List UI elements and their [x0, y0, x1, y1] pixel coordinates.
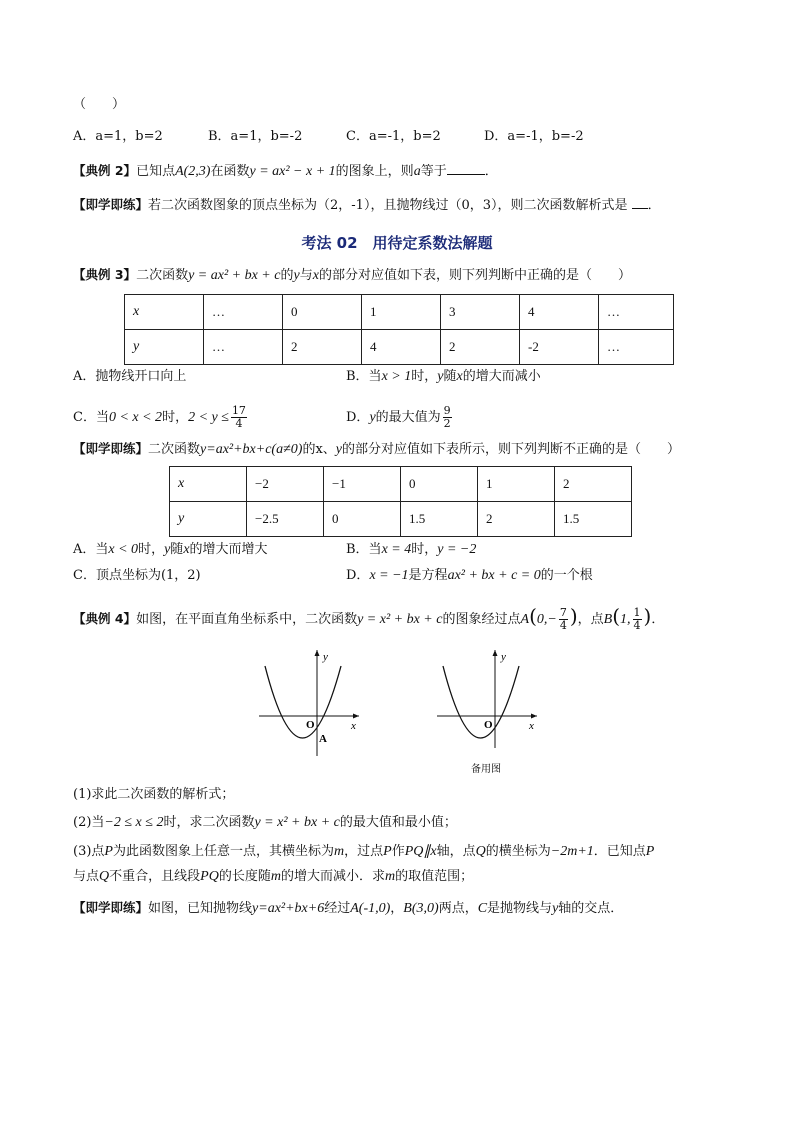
- option-c[interactable]: C．a=-1，b=2: [346, 129, 441, 144]
- point-a-label: A: [319, 733, 327, 745]
- table-cell: y: [170, 502, 247, 537]
- p2-option-c[interactable]: C．顶点坐标为(1，2): [73, 568, 201, 583]
- table-cell: 2: [283, 330, 362, 365]
- value-table-2: [169, 466, 632, 537]
- ex4-question-3-line2: 与点Q不重合，且线段PQ的长度随m的增大而减小．求m的取值范围；: [73, 869, 474, 884]
- origin-label: O: [306, 719, 315, 731]
- value-table-1: [124, 294, 674, 365]
- ex3-option-c[interactable]: C．当0 < x < 2时，2 < y ≤ $\frac{17}{4}$: [73, 404, 246, 430]
- example-3: 【典例 3】二次函数y = ax² + bx + c的y与x的部分对应值如下表，则下列判断中正确的是（ ）: [73, 267, 631, 283]
- x-axis-label: x: [351, 720, 356, 732]
- ex4-question-2: (2)当−2 ≤ x ≤ 2时，求二次函数y = x² + bx + c的最大值和最小值；: [73, 815, 457, 830]
- table-cell: y: [125, 330, 204, 365]
- ex3-option-d[interactable]: D．y的最大值为 $\frac{9}{2}$: [346, 404, 451, 430]
- answer-blank[interactable]: [632, 195, 648, 209]
- practice-tag: 【即学即练】: [73, 900, 149, 915]
- example-tag: 【典例 3】: [73, 267, 137, 282]
- table-cell: x: [170, 467, 247, 502]
- parabola-curve: [265, 666, 341, 738]
- answer-blank[interactable]: [447, 161, 485, 175]
- x-axis-label: x: [529, 720, 534, 732]
- practice-tag: 【即学即练】: [73, 197, 149, 212]
- option-a[interactable]: A．a=1，b=2: [73, 129, 163, 144]
- table-row: [125, 295, 674, 330]
- table-cell: 0: [401, 467, 478, 502]
- table-cell: 2: [478, 502, 555, 537]
- practice-tag: 【即学即练】: [73, 441, 149, 456]
- table-cell: −2: [247, 467, 324, 502]
- parabola-curve: [443, 666, 519, 738]
- table-cell: x: [125, 295, 204, 330]
- ex3-option-b[interactable]: B．当x > 1时，y随x的增大而减小: [346, 369, 541, 384]
- option-d[interactable]: D．a=-1，b=-2: [484, 129, 584, 144]
- practice-2: 【即学即练】二次函数y=ax²+bx+c(a≠0)的x、y的部分对应值如下表所示，则下列判断不正确的是（ ）: [73, 441, 681, 457]
- table-cell: 2: [555, 467, 632, 502]
- parabola-figure: [255, 648, 365, 760]
- p2-option-a[interactable]: A．当x < 0时，y随x的增大而增大: [73, 542, 268, 557]
- fraction: $\frac{1}{4}$: [633, 606, 641, 632]
- table-cell: 1: [362, 295, 441, 330]
- table-cell: 1.5: [555, 502, 632, 537]
- table-cell: 2: [441, 330, 520, 365]
- origin-label: O: [484, 719, 493, 731]
- fraction: $\frac{9}{2}$: [443, 404, 451, 430]
- table-row: [170, 467, 632, 502]
- ex4-question-3-line1: (3)点P为此函数图象上任意一点，其横坐标为m，过点P作PQ∥x轴，点Q的横坐标为−2m+1．已知点P: [73, 844, 655, 859]
- p2-option-b[interactable]: B．当x = 4时，y = −2: [346, 542, 477, 557]
- ex3-option-a[interactable]: A．抛物线开口向上: [73, 369, 187, 384]
- y-axis-arrow: [493, 650, 498, 656]
- p2-option-d[interactable]: D．x = −1是方程ax² + bx + c = 0的一个根: [346, 568, 593, 583]
- x-axis-arrow: [353, 714, 359, 719]
- y-axis-label: y: [501, 651, 506, 663]
- x-axis-arrow: [531, 714, 537, 719]
- table-row: [170, 502, 632, 537]
- table-cell: …: [204, 330, 283, 365]
- spare-parabola-figure: [433, 648, 543, 778]
- table-cell: …: [599, 295, 674, 330]
- table-cell: 0: [283, 295, 362, 330]
- table-cell: 0: [324, 502, 401, 537]
- table-cell: 4: [520, 295, 599, 330]
- table-cell: 4: [362, 330, 441, 365]
- fraction: $\frac{7}{4}$: [559, 606, 567, 632]
- example-tag: 【典例 4】: [73, 611, 137, 626]
- fraction: $\frac{17}{4}$: [231, 404, 246, 430]
- y-axis-label: y: [323, 651, 328, 663]
- table-cell: …: [599, 330, 674, 365]
- spare-figure-caption: 备用图: [471, 764, 501, 775]
- table-cell: 1.5: [401, 502, 478, 537]
- practice-1: 【即学即练】若二次函数图象的顶点坐标为（2，-1），且抛物线过（0，3），则二次函数解析式是 ．: [73, 197, 661, 213]
- table-cell: -2: [520, 330, 599, 365]
- example-tag: 【典例 2】: [73, 163, 137, 178]
- practice-3: 【即学即练】如图，已知抛物线y=ax²+bx+6经过A(-1,0)，B(3,0)两点，C是抛物线与y轴的交点．: [73, 900, 624, 916]
- table-cell: …: [204, 295, 283, 330]
- example-4: 【典例 4】如图，在平面直角坐标系中，二次函数y = x² + bx + c的图象经过点A(0,− $\frac{7}{4}$ )，点B(1, $\frac{1}{4}$ )．: [73, 604, 665, 632]
- table-row: [125, 330, 674, 365]
- option-b[interactable]: B．a=1，b=-2: [208, 129, 303, 144]
- table-cell: −2.5: [247, 502, 324, 537]
- table-cell: 3: [441, 295, 520, 330]
- y-axis-arrow: [315, 650, 320, 656]
- answer-paren: （ ）: [73, 97, 126, 112]
- table-cell: 1: [478, 467, 555, 502]
- table-cell: −1: [324, 467, 401, 502]
- section-heading: 考法 02 用待定系数法解题: [301, 234, 493, 252]
- ex4-question-1: (1)求此二次函数的解析式；: [73, 787, 235, 802]
- example-2: 【典例 2】已知点A(2,3)在函数y = ax² − x + 1的图象上，则a等于 ．: [73, 163, 498, 179]
